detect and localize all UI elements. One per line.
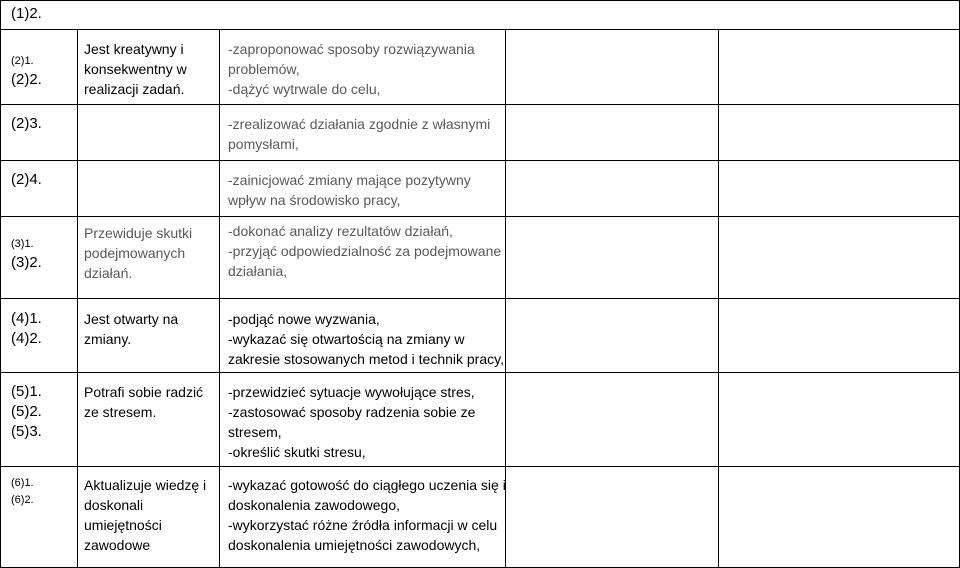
outcome-line: doskonalenia zawodowego, — [228, 497, 401, 513]
outcome-line: doskonalenia umiejętności zawodowych, — [228, 537, 481, 553]
row-codes — [11, 382, 42, 442]
column-divider — [219, 29, 220, 568]
code: (5)3. — [11, 423, 42, 440]
row-divider — [0, 372, 960, 373]
code: (4)1. — [11, 310, 42, 327]
outcome-line: -wykorzystać różne źródła informacji w celu — [228, 517, 498, 533]
outcome-line: -zrealizować działania zgodnie z własnymi — [228, 116, 491, 132]
header-code: (1)2. — [11, 5, 42, 22]
row-trait — [84, 475, 206, 555]
row-trait — [84, 382, 203, 422]
trait-line: działań. — [84, 265, 133, 281]
code: (6)2. — [11, 494, 34, 506]
outcome-line: -dokonać analizy rezultatów działań, — [228, 223, 453, 239]
row-codes — [11, 236, 42, 273]
column-divider — [0, 0, 1, 568]
row-outcomes — [228, 221, 501, 281]
row-codes — [11, 53, 42, 90]
outcome-line: -zainicjować zmiany mające pozytywny — [228, 172, 471, 188]
row-divider — [0, 0, 960, 1]
code: (2)2. — [11, 71, 42, 88]
trait-line: konsekwentny w — [84, 61, 187, 77]
trait-line: Przewiduje skutki — [84, 225, 193, 241]
row-trait — [84, 309, 178, 349]
trait-line: realizacji zadań. — [84, 81, 185, 97]
row-outcomes — [228, 475, 506, 555]
trait-line: ze stresem. — [84, 404, 157, 420]
column-divider — [77, 29, 78, 568]
trait-line: Potrafi sobie radzić — [84, 384, 204, 400]
outcome-line: -zastosować sposoby radzenia sobie ze — [228, 404, 476, 420]
trait-line: podejmowanych — [84, 245, 186, 261]
row-outcomes — [228, 309, 504, 369]
code: (5)2. — [11, 403, 42, 420]
outcome-line: działania, — [228, 263, 288, 279]
trait-line: Jest otwarty na — [84, 311, 179, 327]
row-trait — [84, 223, 192, 283]
trait-line: doskonali — [84, 497, 144, 513]
trait-line: zmiany. — [84, 331, 132, 347]
row-divider — [0, 216, 960, 217]
outcome-line: -przyjąć odpowiedzialność za podejmowane — [228, 243, 502, 259]
code: (6)1. — [11, 477, 34, 489]
outcome-line: -dążyć wytrwale do celu, — [228, 81, 381, 97]
code: (3)2. — [11, 254, 42, 271]
outcome-line: -przewidzieć sytuacje wywołujące stres, — [228, 384, 475, 400]
row-divider — [0, 29, 960, 30]
outcome-line: -wykazać się otwartością na zmiany w — [228, 331, 465, 347]
outcome-line: -wykazać gotowość do ciągłego uczenia się i — [228, 477, 506, 493]
outcome-line: stresem, — [228, 424, 282, 440]
trait-line: zawodowe — [84, 537, 151, 553]
outcome-line: -podjąć nowe wyzwania, — [228, 311, 380, 327]
row-codes — [11, 114, 42, 134]
row-outcomes — [228, 382, 475, 462]
code: (2)3. — [11, 115, 42, 132]
trait-line: Jest kreatywny i — [84, 41, 184, 57]
row-outcomes — [228, 170, 471, 210]
code: (2)1. — [11, 55, 34, 67]
row-codes — [11, 475, 34, 509]
outcome-line: -określić skutki stresu, — [228, 444, 366, 460]
row-outcomes — [228, 39, 475, 99]
trait-line: umiejętności — [84, 517, 162, 533]
column-divider — [718, 29, 719, 568]
code: (5)1. — [11, 383, 42, 400]
row-divider — [0, 104, 960, 105]
code: (3)1. — [11, 238, 34, 250]
outcome-line: zakresie stosowanych metod i technik pracy, — [228, 351, 504, 367]
code: (2)4. — [11, 171, 42, 188]
outcome-line: wpływ na środowisko pracy, — [228, 192, 401, 208]
code: (4)2. — [11, 330, 42, 347]
row-outcomes — [228, 114, 490, 154]
trait-line: Aktualizuje wiedzę i — [84, 477, 207, 493]
row-trait — [84, 39, 187, 99]
row-codes — [11, 309, 42, 349]
row-divider — [0, 298, 960, 299]
row-divider — [0, 466, 960, 467]
outcome-line: pomysłami, — [228, 136, 299, 152]
outcome-line: -zaproponować sposoby rozwiązywania — [228, 41, 475, 57]
row-codes — [11, 170, 42, 190]
row-divider — [0, 160, 960, 161]
outcome-line: problemów, — [228, 61, 300, 77]
